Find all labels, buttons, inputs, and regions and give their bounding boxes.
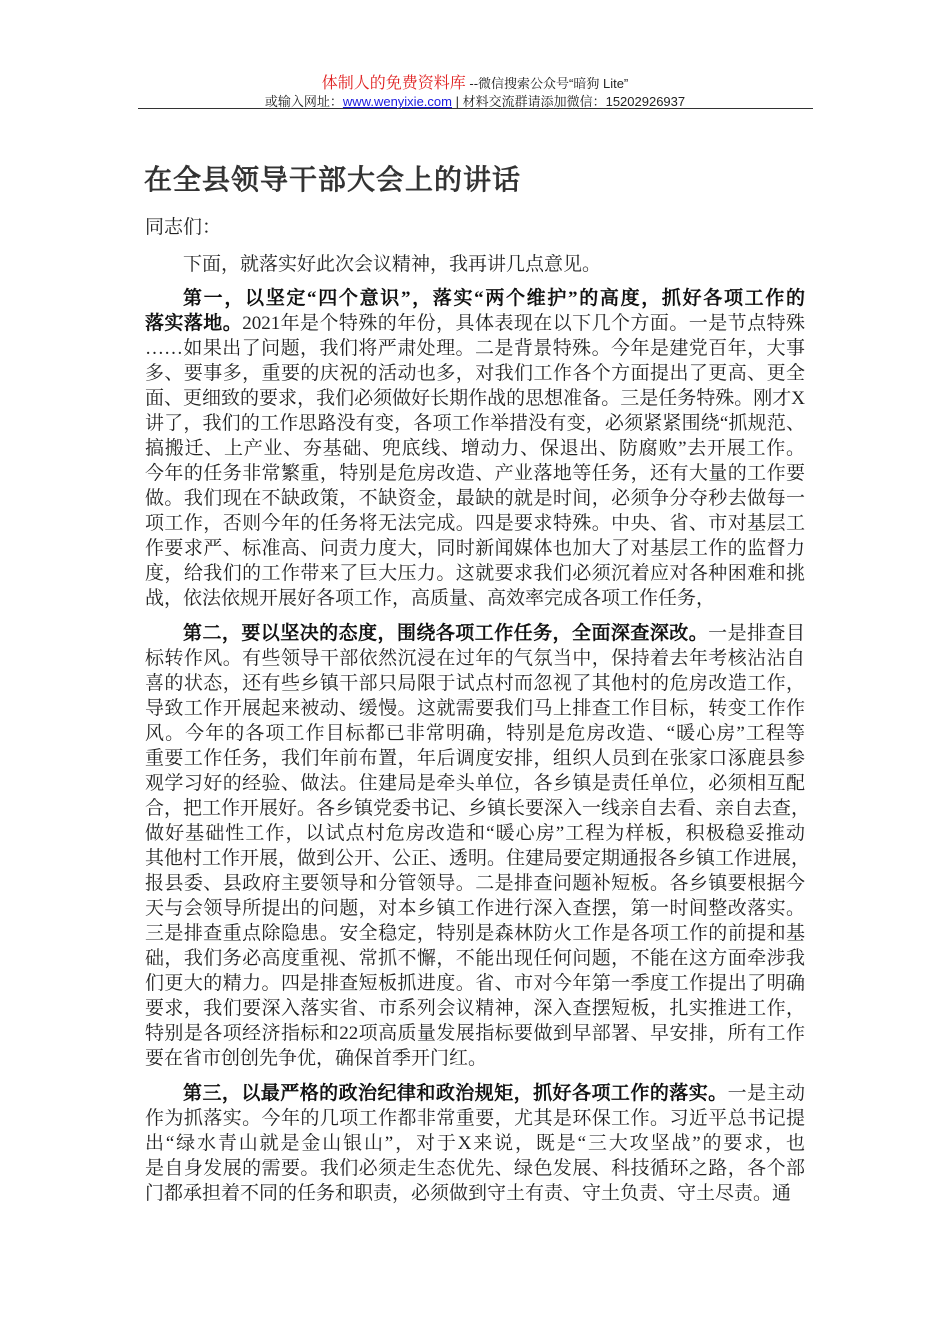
text-line [145, 1106, 805, 1131]
body-text: 导致工作开展起来被动、缓慢。这就需要我们马上排查工作目标，转变工作作 [145, 698, 805, 719]
text-line [145, 1181, 805, 1206]
bold-heading-text: 第一，以坚定“四个意识”，落实“两个维护”的高度，抓好各项工作的 [183, 288, 805, 309]
intro-paragraph: 下面，就落实好此次会议精神，我再讲几点意见。 [183, 254, 602, 275]
body-text: 要在省市创创先争优，确保首季开门红。 [145, 1048, 488, 1069]
paragraph-3 [145, 1081, 805, 1206]
text-line [145, 796, 811, 821]
body-text: 是自身发展的需要。我们必须走生态优先、绿色发展、科技循环之路，各个部 [145, 1158, 805, 1179]
contact-info: | 材料交流群请添加微信：15202926937 [451, 94, 686, 109]
body-text: 特别是各项经济指标和22项高质量发展指标要做到早部署、早安排，所有工作 [145, 1023, 805, 1044]
text-line [145, 646, 805, 671]
text-line [145, 821, 805, 846]
text-line [145, 871, 805, 896]
text-line [145, 671, 805, 696]
body-text: 要求，我们要深入落实省、市系列会议精神，深入查摆短板，扎实推进工作， [145, 998, 805, 1019]
watermark-header-line-1 [0, 70, 950, 93]
text-line [145, 311, 805, 336]
salutation: 同志们： [145, 217, 222, 238]
text-line [145, 336, 805, 361]
body-text: 做。我们现在不缺政策，不缺资金，最缺的就是时间，必须争分夺秒去做每一 [145, 488, 805, 509]
body-text: 三是排查重点除隐患。安全稳定，特别是森林防火工作是各项工作的前提和基 [145, 923, 805, 944]
body-text: 合，把工作开展好。各乡镇党委书记、乡镇长要深入一线亲自去看、亲自去查， [145, 798, 811, 819]
body-text: ……如果出了问题，我们将严肃处理。二是背景特殊。今年是建党百年，大事 [145, 338, 805, 359]
text-line [145, 486, 805, 511]
text-line [145, 436, 805, 461]
body-text: 一是排查目 [708, 623, 805, 644]
body-text: 今年的任务非常繁重，特别是危房改造、产业落地等任务，还有大量的工作要 [145, 463, 805, 484]
body-text: 喜的状态，还有些乡镇干部只局限于试点村而忽视了其他村的危房改造工作， [145, 673, 805, 694]
text-line [145, 411, 805, 436]
text-line [145, 286, 805, 311]
bold-heading-text: 第三，以最严格的政治纪律和政治规矩，抓好各项工作的落实。 [183, 1083, 728, 1104]
text-line [145, 1156, 805, 1181]
text-line [145, 696, 805, 721]
body-text: 项工作，否则今年的任务将无法完成。四是要求特殊。中央、省、市对基层工 [145, 513, 805, 534]
text-line [145, 386, 805, 411]
document-title: 在全县领导干部大会上的讲话 [144, 164, 522, 195]
brand-name: 体制人的免费资料库 [321, 75, 466, 92]
text-line [145, 461, 805, 486]
body-text: 战，依法依规开展好各项工作，高质量、高效率完成各项工作任务， [145, 588, 716, 609]
text-line [145, 771, 805, 796]
body-text: 做好基础性工作，以试点村危房改造和“暖心房”工程为样板，积极稳妥推动 [145, 823, 805, 844]
body-text: 础，我们务必高度重视、常抓不懈，不能出现任何问题，不能在这方面牵涉我 [145, 948, 805, 969]
text-line [145, 746, 805, 771]
body-text: 观学习好的经验、做法。住建局是牵头单位，各乡镇是责任单位，必须相互配 [145, 773, 805, 794]
text-line [145, 1081, 805, 1106]
paragraph-2 [145, 621, 811, 1071]
text-line [145, 971, 805, 996]
website-link[interactable]: www.wenyixie.com [342, 94, 452, 109]
body-text: 搞搬迁、上产业、夯基础、兜底线、增动力、保退出、防腐败”去开展工作。 [145, 438, 805, 459]
bold-heading-text: 第二，要以坚决的态度，围绕各项工作任务，全面深查深改。 [183, 623, 709, 644]
body-text: 出“绿水青山就是金山银山”，对于X来说，既是“三大攻坚战”的要求，也 [145, 1133, 805, 1154]
body-text: 面、更细致的要求，我们必须做好长期作战的思想准备。三是任务特殊。刚才X [145, 388, 805, 409]
text-line [145, 536, 805, 561]
body-text: 其他村工作开展，做到公开、公正、透明。住建局要定期通报各乡镇工作进展， [145, 848, 811, 869]
body-text: 2021年是个特殊的年份，具体表现在以下几个方面。一是节点特殊 [242, 313, 805, 334]
text-line [145, 921, 805, 946]
text-line [145, 586, 805, 611]
text-line [145, 946, 805, 971]
body-text: 重要工作任务，我们年前布置，年后调度安排，组织人员到在张家口涿鹿县参 [145, 748, 805, 769]
body-text: 风。今年的各项工作目标都已非常明确，特别是危房改造、“暖心房”工程等 [145, 723, 805, 744]
body-text: 作为抓落实。今年的几项工作都非常重要，尤其是环保工作。习近平总书记提 [145, 1108, 805, 1129]
body-text: 标转作风。有些领导干部依然沉浸在过年的气氛当中，保持着去年考核沾沾自 [145, 648, 805, 669]
body-text: 报县委、县政府主要领导和分管领导。二是排查问题补短板。各乡镇要根据今 [145, 873, 805, 894]
body-text: 作要求严、标准高、问责力度大，同时新闻媒体也加大了对基层工作的监督力 [145, 538, 805, 559]
text-line [145, 561, 805, 586]
url-prefix: 或输入网址： [264, 94, 343, 109]
body-text: 讲了，我们的工作思路没有变，各项工作举措没有变，必须紧紧围绕“抓规范、 [145, 413, 805, 434]
text-line [145, 1021, 805, 1046]
text-line [145, 1131, 805, 1156]
body-text: 们更大的精力。四是排查短板抓进度。省、市对今年第一季度工作提出了明确 [145, 973, 805, 994]
body-text: 一是主动 [727, 1083, 805, 1104]
text-line [145, 996, 805, 1021]
body-text: 天与会领导所提出的问题，对本乡镇工作进行深入查摆，第一时间整改落实。 [145, 898, 805, 919]
text-line [145, 1046, 805, 1071]
text-line [145, 511, 805, 536]
bold-heading-text: 落实落地。 [145, 313, 243, 334]
body-text: 度，给我们的工作带来了巨大压力。这就要求我们必须沉着应对各种困难和挑 [145, 563, 805, 584]
text-line [145, 896, 805, 921]
header-divider [138, 108, 813, 109]
text-line [145, 621, 805, 646]
header-tagline: --微信搜索公众号“暗狗 Lite” [465, 76, 629, 91]
text-line [145, 361, 805, 386]
text-line [145, 846, 811, 871]
text-line [145, 721, 805, 746]
body-text: 多、要事多，重要的庆祝的活动也多，对我们工作各个方面提出了更高、更全 [145, 363, 805, 384]
body-text: 门都承担着不同的任务和职责，必须做到守土有责、守土负责、守土尽责。通 [145, 1183, 792, 1204]
paragraph-1 [145, 286, 805, 611]
